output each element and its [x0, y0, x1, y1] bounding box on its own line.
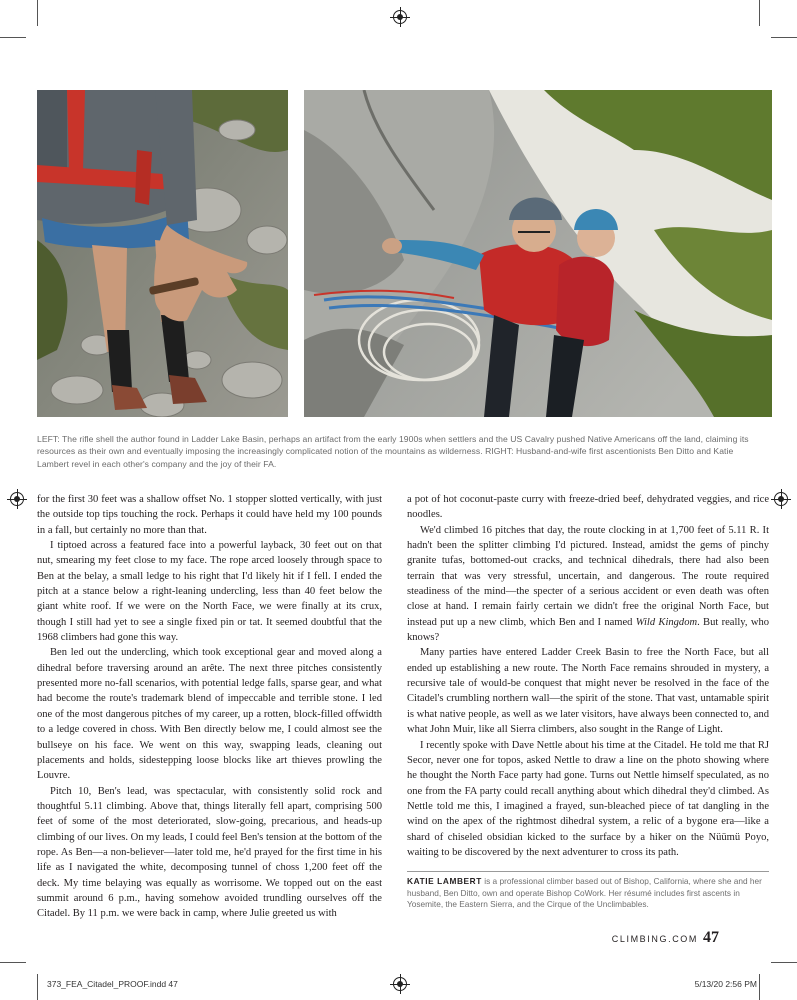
registration-mark-icon	[10, 492, 24, 506]
article-column-left	[37, 492, 382, 922]
photo-climbers	[304, 90, 772, 417]
page-number: 47	[703, 929, 719, 946]
registration-mark-icon	[393, 10, 407, 24]
paragraph: for the first 30 feet was a shallow offset No. 1 stopper slotted vertically, with just the outside top tips touching the rock. Perhaps it could have held my 100 pounds in a fall, but certainly no more than that.	[37, 494, 382, 536]
page-folio	[612, 929, 719, 947]
registration-mark-icon	[774, 492, 788, 506]
paragraph: I recently spoke with Dave Nettle about his time at the Citadel. He told me that RJ Secor, never one for topos, asked Nettle to draw a line on the photo showing where he thought the North Face party had gone. Turns out Nettle himself speculated, as no one from the FA party could recall anything about which dihedral they'd climbed. As Nettle told me this, I imagined a frayed, sun-bleached piece of tat dangling in the wind on the apex of the rightmost dihedral system, a relic of a bygone era—like a shard of chiseled obsidian kicked to the surface by a hiker on the Nüümü Poyo, waiting to be discovered by the next adventurer to cross its path.	[407, 739, 769, 858]
crop-mark	[771, 962, 797, 963]
crop-mark	[759, 0, 760, 26]
paragraph: I tiptoed across a featured face into a powerful layback, 30 feet out on that nut, smearing my feet close to my face. The rope arced loosely through space to Ben at the belay, a small ledge to his right that I'd likely hit if I fell. I ended the pitch at a stance below a right-leaning undercling, less than 40 feet below the giant white roof. If we were on the North Face, we were finally at its crux, though I still had yet to see a single fixed pin or tat. It seemed doubtful that the 1968 climbers had gone this way.	[37, 540, 382, 644]
bio-divider	[407, 871, 769, 872]
author-bio-text: is a professional climber based out of Bishop, California, where she and her husband, Ben Ditto, own and operate Bishop CoWork. Her résumé includes first ascents in Yosemite, the Eastern Sierra, and the Cirque of the Unclimbables.	[407, 876, 762, 910]
paragraph: Pitch 10, Ben's lead, was spectacular, with consistently solid rock and thoughtful 5.11 climbing. Above that, things literally fell apart, comprising 500 feet of some of the most deteriorated, slow-going, precarious, and heads-up climbing of our lives. On my leads, I could feel Ben's tension at the bottom of the rope. As Ben—a non-believer—later told me, he'd prayed for the first time in his life as I navigated the white, decomposing tunnel of choss 1,200 feet off the deck. My time belaying was equally as worrisome. We topped out on the east summit around 6 p.m., having somehow avoided trundling ourselves off the Citadel. By 11 p.m. we were back in camp, where Julie greeted us with	[37, 785, 382, 920]
site-name: CLIMBING.COM	[611, 934, 698, 944]
paragraph: Ben led out the undercling, which took exceptional gear and moved along a dihedral before traversing around an arête. The next three pitches consistently presented more no-fall scenarios, with potential ledge falls, sparse gear, and what had become the route's trademark blend of impeccable and terrible stone. I led one of the most dangerous pitches of my career, up a rotten, block-filled offwidth to a ledge covered in choss. With Ben directly below me, I could almost see the bullseye on his face. We went on this way, swapping leads, cleaning out placements and holds, sidestepping loose blocks like art thieves prowling the Louvre.	[37, 647, 382, 782]
paragraph-text: . But really, who knows?	[407, 616, 769, 644]
author-bio	[407, 876, 769, 911]
article-column-right	[407, 492, 769, 860]
crop-mark	[771, 37, 797, 38]
file-slug: 373_FEA_Citadel_PROOF.indd 47	[47, 979, 178, 989]
photo-rifle-shell	[37, 90, 288, 417]
crop-mark	[37, 974, 38, 1000]
paragraph	[407, 523, 769, 646]
author-name: KATIE LAMBERT	[407, 876, 482, 886]
registration-mark-icon	[393, 977, 407, 991]
crop-mark	[759, 974, 760, 1000]
paragraph-text: We'd climbed 16 pitches that day, the route clocking in at 1,700 feet of 5.11 R. It hadn't been the splitter climbing I'd pictured. Instead, amidst the gems of pinchy granite tufas, bottomed-out cracks, and technical dihedrals, there had also been terrain that was very stressful, uncertain, and dangerous. The route required steadiness of the mind—the specter of a serious accident or even death was often close at hand. I remain fairly certain we didn't free the original North Face, but instead put up a new climb, which Ben and I named	[407, 524, 769, 628]
route-name: Wild Kingdom	[635, 616, 698, 628]
crop-mark	[37, 0, 38, 26]
proof-date: 5/13/20 2:56 PM	[694, 979, 757, 989]
photo-caption: LEFT: The rifle shell the author found in Ladder Lake Basin, perhaps an artifact from the early 1900s when settlers and the US Cavalry pushed Native Americans off the land, claiming its resources as their own and eventually imposing the increasingly complicated notion of the mountains as wilderness. RIGHT: Husband-and-wife first ascentionists Ben Ditto and Katie Lambert revel in each other's company and the joy of their FA.	[37, 434, 749, 469]
crop-mark	[0, 962, 26, 963]
crop-mark	[0, 37, 26, 38]
paragraph: a pot of hot coconut-paste curry with freeze-dried beef, dehydrated veggies, and rice noodles.	[407, 494, 769, 521]
paragraph: Many parties have entered Ladder Creek Basin to free the North Face, but all ended up establishing a new route. The North Face remains shrouded in mystery, a recursive tale of would-be conquest that might never be resolved in the face of the Citadel's crumbling northern wall—the spirit of the stone. That vast, untamable spirit is what native people, as well as we later visitors, have always been connected to, and what John Muir, like all Sierra climbers, also sought in the Range of Light.	[407, 647, 769, 736]
